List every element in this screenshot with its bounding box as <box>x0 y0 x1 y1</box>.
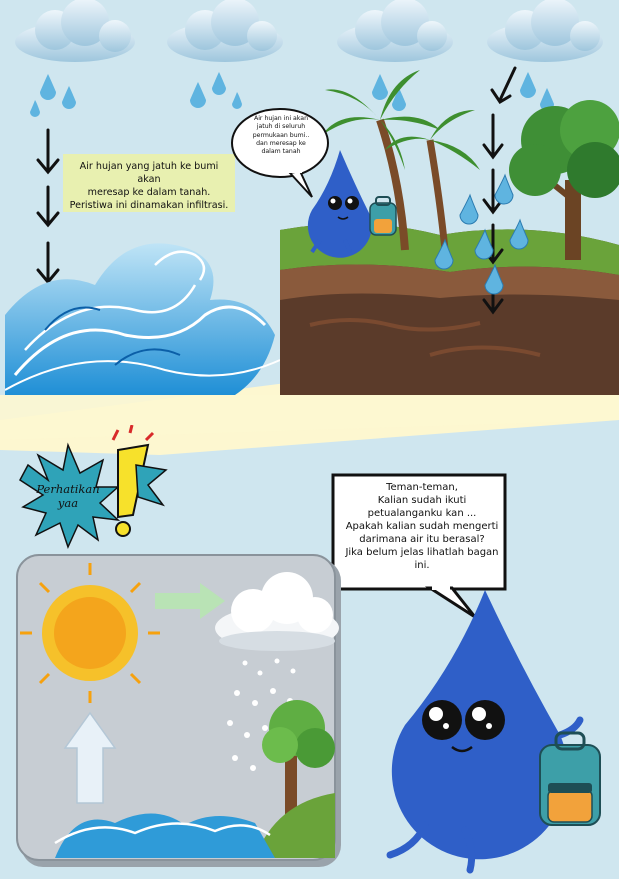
wave-icon <box>5 225 285 405</box>
down-arrow-icon <box>38 187 58 225</box>
bubble-line: darimana air itu berasal? <box>359 534 485 545</box>
infiltration-caption <box>63 154 235 212</box>
down-arrow-icon <box>492 68 515 102</box>
bubble-line: Air hujan ini akan <box>253 115 308 122</box>
water-drop-mascot-icon <box>370 585 619 875</box>
water-drop-mascot-icon <box>300 145 410 260</box>
bubble-line: dalam tanah <box>261 148 301 156</box>
bubble-line: dan meresap ke <box>256 139 306 147</box>
attention-line: yaa <box>57 496 79 510</box>
backpack-icon <box>540 733 600 825</box>
big-bubble-text <box>337 481 507 581</box>
down-arrow-icon <box>38 130 58 172</box>
bubble-line: permukaan bumi.. <box>252 131 310 139</box>
down-arrow-icon <box>484 115 502 157</box>
caption-line: Air hujan yang jatuh ke bumi akan <box>79 161 219 185</box>
bubble-line: Kalian sudah ikuti <box>377 495 467 506</box>
backpack-icon <box>370 197 396 235</box>
water-cycle-diagram <box>15 553 345 871</box>
cloud-icon <box>487 0 603 62</box>
bubble-line: Teman-teman, <box>386 482 458 493</box>
attention-text <box>28 482 108 522</box>
bubble-line: ini. <box>414 560 430 571</box>
bubble-line: petualanganku kan ... <box>367 508 477 519</box>
caption-line: meresap ke dalam tanah. <box>87 187 211 198</box>
attention-line: Perhatikan <box>36 482 100 496</box>
caption-line: Peristiwa ini dinamakan infiltrasi. <box>69 200 229 211</box>
bubble-line: jatuh di seluruh <box>256 123 306 131</box>
cloud-icon <box>337 0 453 62</box>
bubble-line: Jika belum jelas lihatlah bagan <box>345 547 499 558</box>
cloud-icon <box>15 0 135 62</box>
cloud-icon <box>167 0 283 62</box>
infiltration-arrows <box>420 60 540 320</box>
bubble-line: Apakah kalian sudah mengerti <box>345 521 499 532</box>
rain-drop-icon <box>435 175 528 294</box>
